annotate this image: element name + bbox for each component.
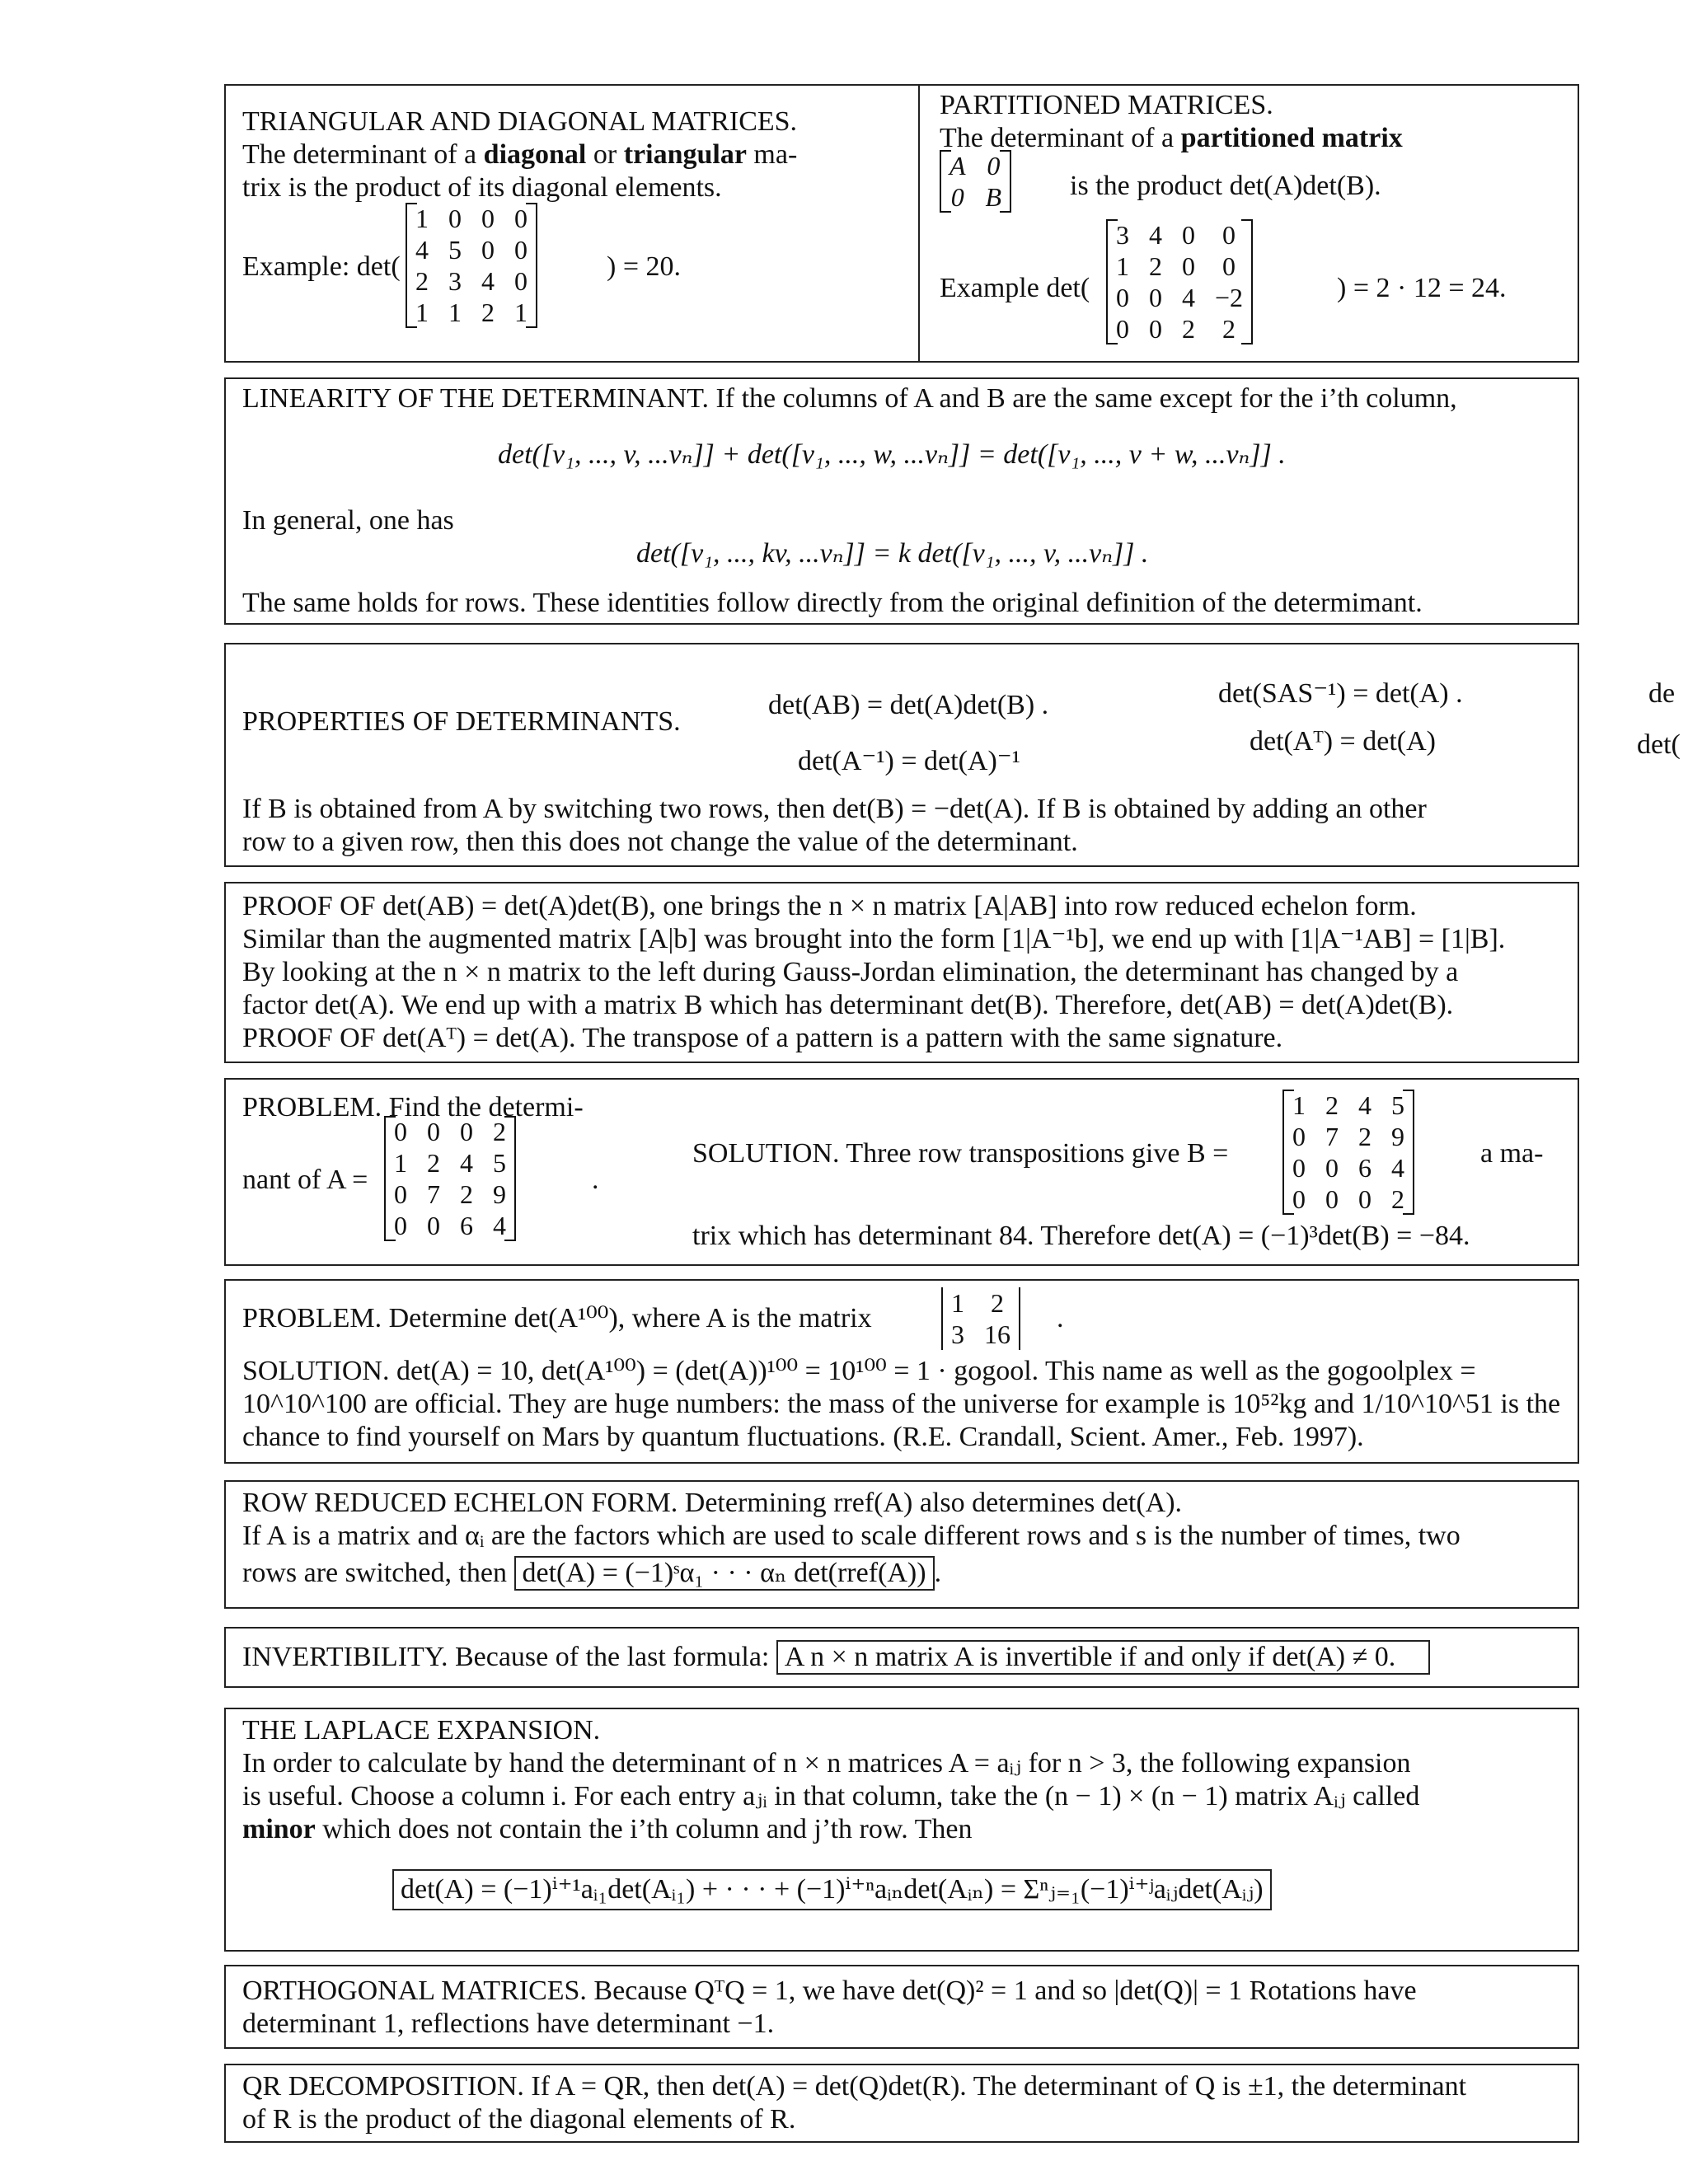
invertibility-box <box>224 1627 1579 1688</box>
triangular-matrix-entry: 2 <box>481 297 495 327</box>
laplace-title: THE LAPLACE EXPANSION. <box>242 1715 601 1746</box>
matrix-b-entry: 0 <box>1292 1183 1306 1214</box>
solution-1-line-2: trix which has determinant 84. Therefore det(A) = (−1)³det(B) = −84. <box>692 1221 1470 1251</box>
partitioned-block-matrix <box>940 150 1011 213</box>
matrix-entry: 1 <box>951 1287 964 1318</box>
block-matrix-entry: 0 <box>987 150 1001 180</box>
triangular-matrix-entry: 1 <box>415 297 429 327</box>
laplace-line-2: is useful. Choose a column i. For each entry aⱼᵢ in that column, take the (n − 1) × (n − 1) matrix Aᵢⱼ called <box>242 1781 1420 1811</box>
rref-boxed-formula: det(A) = (−1)ˢα₁ · · · αₙ det(rref(A)) <box>514 1556 935 1591</box>
qr-line-1: QR DECOMPOSITION. If A = QR, then det(A) = det(Q)det(R). The determinant of Q is ±1, the determinant <box>242 2071 1467 2102</box>
property-transpose: det(Aᵀ) = det(A) <box>1250 726 1436 757</box>
triangular-matrix-entry: 5 <box>448 234 462 265</box>
proof-line-4: factor det(A). We end up with a matrix B which has determinant det(B). Therefore, det(AB) = det(A)det(B). <box>242 990 1454 1020</box>
problem-1-dot: . <box>592 1165 599 1195</box>
partitioned-example-result: ) = 2 · 12 = 24. <box>1337 273 1507 303</box>
triangular-matrix-entry: 0 <box>514 234 528 265</box>
triangular-matrix-entry: 0 <box>481 203 495 233</box>
triangular-example-label: Example: det( <box>242 251 401 282</box>
triangular-matrix-entry: 1 <box>415 203 429 233</box>
triangular-example-result: ) = 20. <box>607 251 681 282</box>
orthogonal-line-2: determinant 1, reflections have determinant −1. <box>242 2008 775 2039</box>
problem-1-line-2: nant of A = <box>242 1165 368 1195</box>
partitioned-matrix-entry: 0 <box>1222 251 1236 281</box>
property-similarity: det(SAS⁻¹) = det(A) . <box>1218 678 1463 709</box>
matrix-a-entry: 5 <box>493 1147 506 1178</box>
matrix-a-entry: 0 <box>427 1116 440 1146</box>
solution-2-line-2: 10^10^100 are official. They are huge numbers: the mass of the universe for example is 10⁵²kg and 1/10^10^51 is the <box>242 1389 1561 1419</box>
partitioned-matrices-box <box>920 84 1579 363</box>
triangular-matrix-entry: 0 <box>514 203 528 233</box>
laplace-box <box>224 1708 1579 1952</box>
laplace-formula <box>392 1869 1272 1910</box>
matrix-b-entry: 6 <box>1358 1152 1372 1183</box>
matrix-b-entry: 0 <box>1292 1121 1306 1151</box>
matrix-b-entry: 0 <box>1325 1152 1339 1183</box>
matrix-b-entry: 0 <box>1358 1183 1372 1214</box>
partitioned-matrix-entry: −2 <box>1215 282 1244 312</box>
matrix-b-entry: 2 <box>1391 1183 1404 1214</box>
partitioned-matrix-entry: 0 <box>1116 313 1129 344</box>
proof-line-3: By looking at the n × n matrix to the left during Gauss-Jordan elimination, the determinant has changed by a <box>242 957 1459 987</box>
linearity-equation-1: det([v₁, ..., v, ...vₙ]] + det([v₁, ..., w, ...vₙ]] = det([v₁, ..., v + w, ...vₙ]] . <box>498 439 1286 470</box>
invertibility-text: INVERTIBILITY. Because of the last formula: A n × n matrix A is invertible if and only if det(A) ≠ 0. <box>242 1640 1430 1675</box>
matrix-a-entry: 7 <box>427 1179 440 1209</box>
linearity-line-3: The same holds for rows. These identities follow directly from the original definition of the determimant. <box>242 588 1423 618</box>
properties-title: PROPERTIES OF DETERMINANTS. <box>242 706 681 737</box>
partitioned-example-label: Example det( <box>940 273 1090 303</box>
problem-2-dot: . <box>1057 1303 1064 1333</box>
matrix-a-entry: 2 <box>460 1179 473 1209</box>
partitioned-matrix-entry: 0 <box>1222 219 1236 250</box>
laplace-line-3: minor which does not contain the i’th column and j’th row. Then <box>242 1814 973 1844</box>
solution-2-line-3: chance to find yourself on Mars by quantum fluctuations. (R.E. Crandall, Scient. Amer., Feb. 1997). <box>242 1422 1364 1452</box>
partitioned-matrix-entry: 4 <box>1149 219 1162 250</box>
linearity-line-1: LINEARITY OF THE DETERMINANT. If the columns of A and B are the same except for the i’th column, <box>242 383 1457 414</box>
partitioned-matrix-entry: 0 <box>1182 251 1195 281</box>
solution-1-tail: a ma- <box>1480 1138 1544 1169</box>
matrix-b-entry: 7 <box>1325 1121 1339 1151</box>
triangular-line-2: trix is the product of its diagonal elements. <box>242 172 722 203</box>
matrix-b-entry: 2 <box>1358 1121 1372 1151</box>
matrix-entry: 16 <box>984 1319 1010 1349</box>
partitioned-matrix-entry: 0 <box>1149 282 1162 312</box>
matrix-a-entry: 2 <box>493 1116 506 1146</box>
block-matrix-entry: B <box>985 181 1002 212</box>
linearity-box <box>224 377 1579 625</box>
problem-2-line-1: PROBLEM. Determine det(A¹⁰⁰), where A is the matrix <box>242 1303 872 1333</box>
proof-line-2: Similar than the augmented matrix [A|b] was brought into the form [1|A⁻¹b], we end up with [1|A⁻¹AB] = [1|B]. <box>242 924 1506 954</box>
matrix-entry: 2 <box>991 1287 1004 1318</box>
matrix-b-entry: 9 <box>1391 1121 1404 1151</box>
properties-box <box>224 643 1579 867</box>
triangular-title: TRIANGULAR AND DIAGONAL MATRICES. <box>242 106 798 137</box>
matrix-a-entry: 4 <box>460 1147 473 1178</box>
block-matrix-entry: 0 <box>950 181 964 212</box>
matrix-b-entry: 0 <box>1325 1183 1339 1214</box>
matrix-a-entry: 0 <box>427 1210 440 1240</box>
partitioned-matrix-entry: 0 <box>1182 219 1195 250</box>
laplace-line-1: In order to calculate by hand the determinant of n × n matrices A = aᵢⱼ for n > 3, the following expansion <box>242 1748 1411 1779</box>
proof-line-5: PROOF OF det(Aᵀ) = det(A). The transpose of a pattern is a pattern with the same signature. <box>242 1023 1283 1053</box>
matrix-a-entry: 1 <box>394 1147 407 1178</box>
rref-line-1: ROW REDUCED ECHELON FORM. Determining rref(A) also determines det(A). <box>242 1488 1183 1518</box>
solution-1-matrix-b <box>1282 1090 1414 1215</box>
matrix-b-entry: 1 <box>1292 1090 1306 1120</box>
matrix-b-entry: 4 <box>1358 1090 1372 1120</box>
linearity-equation-2: det([v₁, ..., kv, ...vₙ]] = k det([v₁, ..., v, ...vₙ]] . <box>636 538 1149 569</box>
matrix-a-entry: 6 <box>460 1210 473 1240</box>
triangular-matrix-entry: 4 <box>415 234 429 265</box>
matrix-b-entry: 0 <box>1292 1152 1306 1183</box>
rref-line-3: rows are switched, then det(A) = (−1)ˢα₁ · · · αₙ det(rref(A)) . <box>242 1556 941 1591</box>
problem-1-matrix-a <box>384 1116 516 1241</box>
partitioned-line-1: The determinant of a partitioned matrix <box>940 123 1403 153</box>
properties-line-2: row to a given row, then this does not change the value of the determinant. <box>242 827 1078 857</box>
matrix-b-entry: 5 <box>1391 1090 1404 1120</box>
partitioned-line-2: is the product det(A)det(B). <box>1070 171 1381 201</box>
triangular-matrix-entry: 4 <box>481 265 495 296</box>
matrix-a-entry: 9 <box>493 1179 506 1209</box>
partitioned-matrix-entry: 2 <box>1222 313 1236 344</box>
laplace-boxed-formula: det(A) = (−1)ⁱ⁺¹aᵢ₁det(Aᵢ₁) + · · · + (−1)ⁱ⁺ⁿaᵢₙdet(Aᵢₙ) = Σⁿⱼ₌₁(−1)ⁱ⁺ʲaᵢⱼdet(Aᵢⱼ) <box>392 1869 1272 1910</box>
triangular-matrix-entry: 0 <box>448 203 462 233</box>
matrix-b-entry: 4 <box>1391 1152 1404 1183</box>
rref-box <box>224 1480 1579 1609</box>
matrix-a-entry: 0 <box>460 1116 473 1146</box>
solution-2-line-1: SOLUTION. det(A) = 10, det(A¹⁰⁰) = (det(A))¹⁰⁰ = 10¹⁰⁰ = 1 · gogool. This name as well as the gogoolplex = <box>242 1356 1476 1386</box>
qr-decomposition-box <box>224 2064 1579 2143</box>
property-inverse: det(A⁻¹) = det(A)⁻¹ <box>798 746 1020 776</box>
property-product: det(AB) = det(A)det(B) . <box>768 690 1049 720</box>
matrix-a-entry: 4 <box>493 1210 506 1240</box>
triangular-example-matrix <box>406 203 537 328</box>
triangular-matrices-box <box>224 84 920 363</box>
partitioned-title: PARTITIONED MATRICES. <box>940 90 1273 120</box>
problem-2-box <box>224 1279 1579 1464</box>
matrix-a-entry: 0 <box>394 1210 407 1240</box>
triangular-matrix-entry: 1 <box>448 297 462 327</box>
problem-1-box <box>224 1078 1579 1266</box>
orthogonal-line-1: ORTHOGONAL MATRICES. Because QᵀQ = 1, we have det(Q)² = 1 and so |det(Q)| = 1 Rotations have <box>242 1975 1417 2006</box>
triangular-matrix-entry: 1 <box>514 297 528 327</box>
rref-line-2: If A is a matrix and αᵢ are the factors which are used to scale different rows and s is the number of times, two <box>242 1521 1461 1551</box>
properties-line-1: If B is obtained from A by switching two rows, then det(B) = −det(A). If B is obtained by adding an other <box>242 794 1427 824</box>
proof-box <box>224 882 1579 1063</box>
triangular-matrix-entry: 0 <box>481 234 495 265</box>
problem-2-matrix <box>941 1287 1020 1350</box>
matrix-b-entry: 2 <box>1325 1090 1339 1120</box>
block-matrix-entry: A <box>950 150 966 180</box>
invertibility-boxed-statement: A n × n matrix A is invertible if and only if det(A) ≠ 0. <box>776 1640 1430 1675</box>
clipped-text-1: de <box>1648 678 1676 709</box>
solution-1-line-1: SOLUTION. Three row transpositions give B = <box>692 1138 1229 1169</box>
partitioned-matrix-entry: 1 <box>1116 251 1129 281</box>
partitioned-matrix-entry: 0 <box>1116 282 1129 312</box>
proof-line-1: PROOF OF det(AB) = det(A)det(B), one brings the n × n matrix [A|AB] into row reduced echelon form. <box>242 891 1417 921</box>
triangular-matrix-entry: 2 <box>415 265 429 296</box>
triangular-matrix-entry: 3 <box>448 265 462 296</box>
triangular-line-1: The determinant of a diagonal or triangular ma- <box>242 139 798 170</box>
partitioned-matrix-entry: 0 <box>1149 313 1162 344</box>
partitioned-matrix-entry: 2 <box>1149 251 1162 281</box>
matrix-a-entry: 0 <box>394 1179 407 1209</box>
partitioned-matrix-entry: 4 <box>1182 282 1195 312</box>
linearity-line-2: In general, one has <box>242 505 454 536</box>
qr-line-2: of R is the product of the diagonal elements of R. <box>242 2104 796 2135</box>
clipped-text-2: det( <box>1637 729 1681 760</box>
orthogonal-box <box>224 1965 1579 2049</box>
triangular-matrix-entry: 0 <box>514 265 528 296</box>
partitioned-example-matrix <box>1106 219 1253 344</box>
matrix-a-entry: 2 <box>427 1147 440 1178</box>
partitioned-matrix-entry: 2 <box>1182 313 1195 344</box>
matrix-a-entry: 0 <box>394 1116 407 1146</box>
partitioned-matrix-entry: 3 <box>1116 219 1129 250</box>
problem-1-line-1: PROBLEM. Find the determi- <box>242 1092 584 1122</box>
matrix-entry: 3 <box>951 1319 964 1349</box>
